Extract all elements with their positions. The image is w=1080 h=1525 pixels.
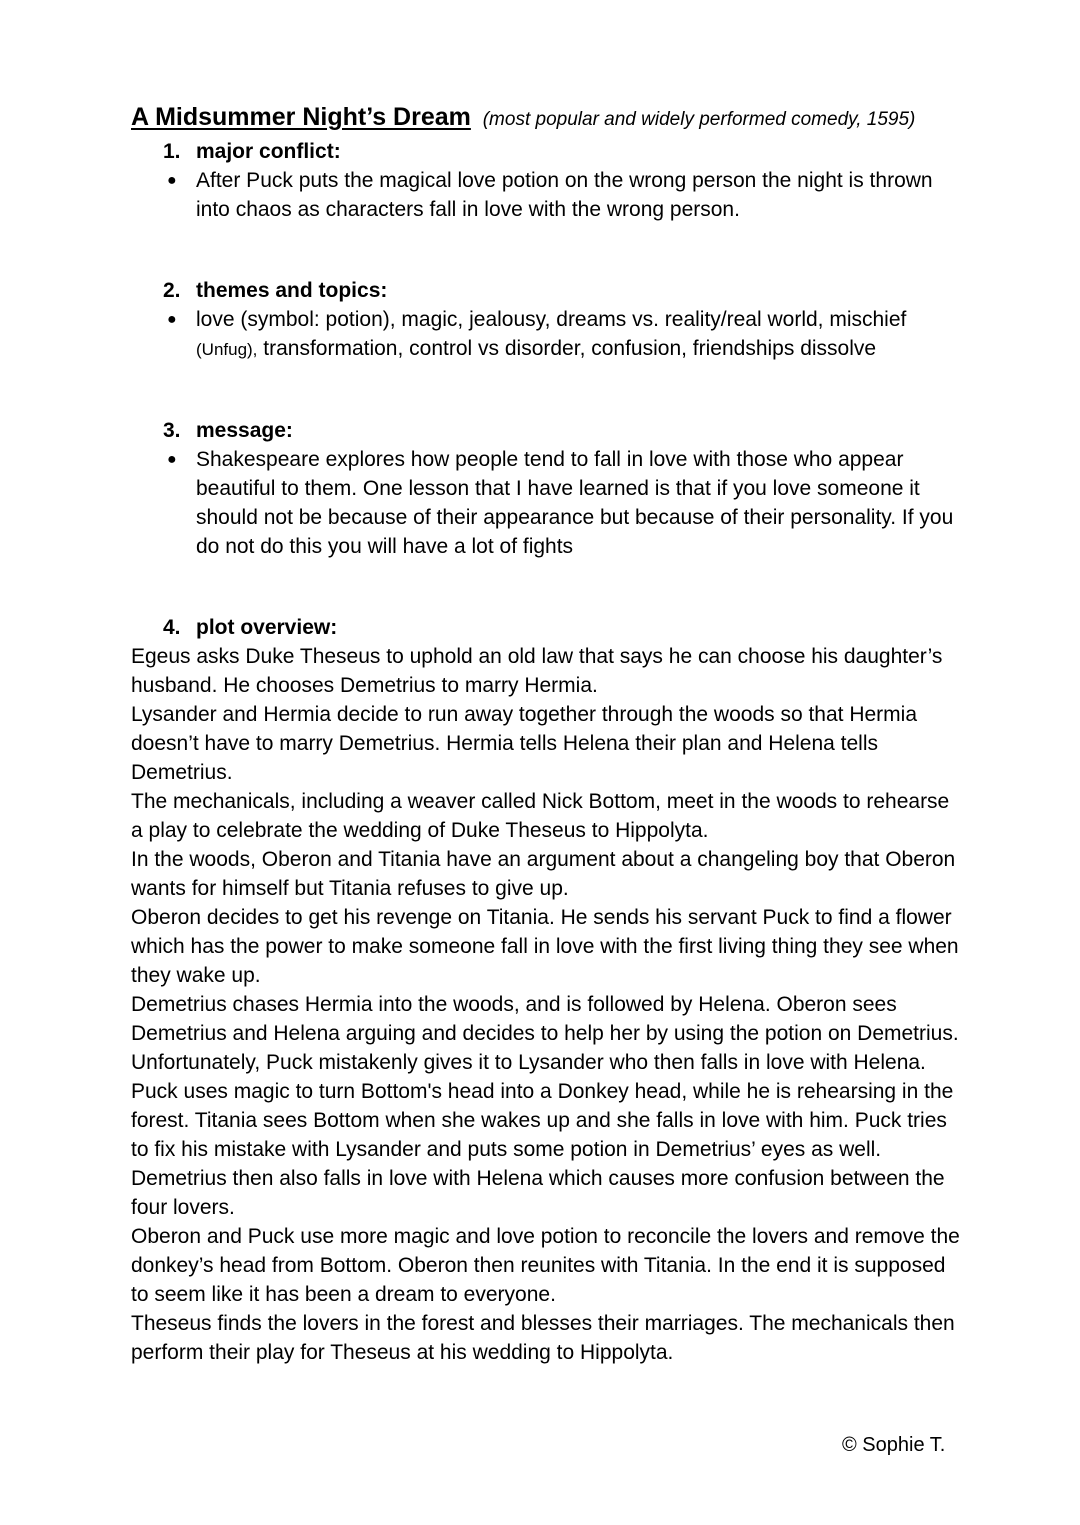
section-title: themes and topics: bbox=[196, 279, 388, 302]
section-message bbox=[131, 416, 961, 561]
copyright-notice: © Sophie T. bbox=[842, 1434, 946, 1456]
bullet-item bbox=[167, 305, 961, 364]
section-title: message: bbox=[196, 419, 293, 442]
plot-paragraph: In the woods, Oberon and Titania have an argument about a changeling boy that Oberon wants for himself but Titania refuses to give up. bbox=[131, 848, 956, 900]
section-heading bbox=[163, 276, 961, 305]
section-heading bbox=[163, 137, 961, 166]
plot-paragraph: The mechanicals, including a weaver called Nick Bottom, meet in the woods to rehearse a play to celebrate the wedding of Duke Theseus to Hippolyta. bbox=[131, 790, 950, 842]
themes-list-part2: transformation, control vs disorder, confusion, friendships dissolve bbox=[263, 337, 877, 360]
section-heading bbox=[163, 613, 961, 642]
section-title: major conflict: bbox=[196, 140, 341, 163]
document-page bbox=[131, 100, 961, 1367]
plot-paragraph: Egeus asks Duke Theseus to uphold an old law that says he can choose his daughter’s husband. He chooses Demetrius to marry Hermia. bbox=[131, 645, 943, 697]
bullet-icon: ● bbox=[167, 172, 177, 189]
section-themes bbox=[131, 276, 961, 364]
plot-paragraph: Demetrius chases Hermia into the woods, and is followed by Helena. Oberon sees Demetrius and Helena arguing and decides to help her by using the potion on Demetrius. Unfortunately, Puck mistakenly gives it to Lysander who then falls in love with Helena. bbox=[131, 993, 959, 1074]
plot-paragraphs bbox=[131, 642, 961, 1367]
section-title: plot overview: bbox=[196, 616, 338, 639]
page-subtitle: (most popular and widely performed comedy, 1595) bbox=[482, 109, 916, 130]
plot-paragraph: Oberon decides to get his revenge on Titania. He sends his servant Puck to find a flower which has the power to make someone fall in love with the first living thing they see when they wake up. bbox=[131, 906, 959, 987]
section-major-conflict bbox=[131, 137, 961, 224]
themes-translation-note: (Unfug), bbox=[196, 340, 258, 359]
plot-paragraph: Puck uses magic to turn Bottom's head into a Donkey head, while he is rehearsing in the forest. Titania sees Bottom when she wakes up and she falls in love with him. Puck tries to fix his mistake with Lysander and puts some potion in Demetrius’ eyes as well. Demetrius then also falls in love with Helena which causes more confusion between the four lovers. bbox=[131, 1080, 954, 1219]
section-plot-overview bbox=[131, 613, 961, 1367]
plot-paragraph: Oberon and Puck use more magic and love potion to reconcile the lovers and remove the donkey’s head from Bottom. Oberon then reunites with Titania. In the end it is supposed to seem like it has been a dream to everyone. bbox=[131, 1225, 960, 1306]
bullet-text: After Puck puts the magical love potion on the wrong person the night is thrown into chaos as characters fall in love with the wrong person. bbox=[196, 169, 933, 221]
section-number: 2. bbox=[163, 279, 181, 302]
themes-list-part1: love (symbol: potion), magic, jealousy, dreams vs. reality/real world, mischief bbox=[196, 308, 907, 331]
bullet-item bbox=[167, 166, 961, 224]
bullet-item bbox=[167, 445, 961, 561]
title-line bbox=[131, 100, 961, 137]
plot-paragraph: Theseus finds the lovers in the forest and blesses their marriages. The mechanicals then perform their play for Theseus at his wedding to Hippolyta. bbox=[131, 1312, 955, 1364]
section-number: 4. bbox=[163, 616, 181, 639]
section-number: 3. bbox=[163, 419, 181, 442]
bullet-icon: ● bbox=[167, 311, 177, 328]
bullet-text bbox=[196, 305, 961, 364]
bullet-icon: ● bbox=[167, 451, 177, 468]
page-title: A Midsummer Night’s Dream bbox=[131, 103, 471, 131]
plot-paragraph: Lysander and Hermia decide to run away together through the woods so that Hermia doesn’t have to marry Demetrius. Hermia tells Helena their plan and Helena tells Demetrius. bbox=[131, 703, 918, 784]
section-number: 1. bbox=[163, 140, 181, 163]
section-heading bbox=[163, 416, 961, 445]
bullet-text: Shakespeare explores how people tend to fall in love with those who appear beautiful to them. One lesson that I have learned is that if you love someone it should not be because of their appearance but because of their personality. If you do not do this you will have a lot of fights bbox=[196, 448, 954, 558]
